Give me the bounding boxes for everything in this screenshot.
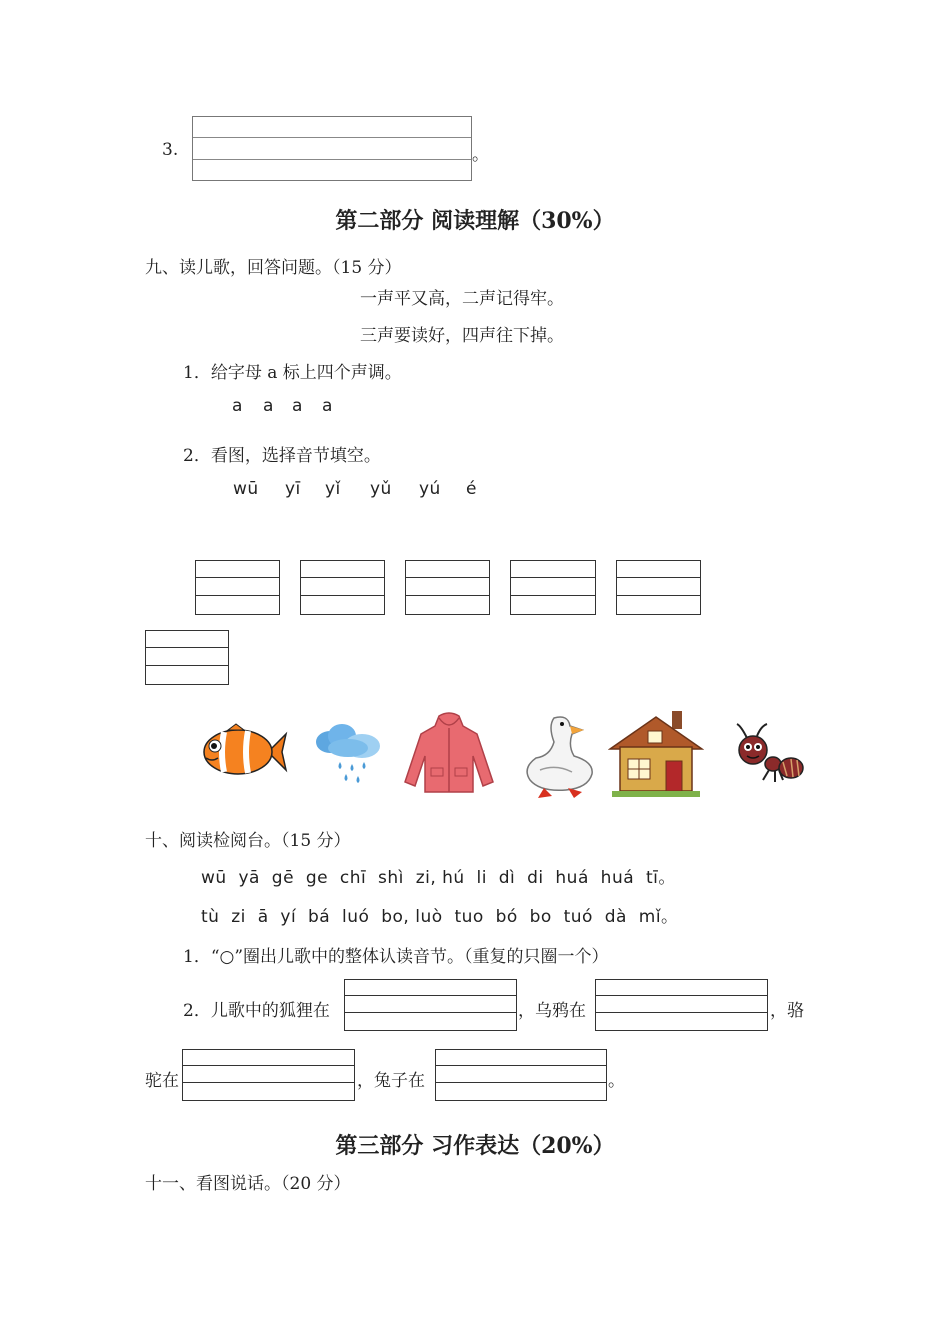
ant-picture <box>733 722 805 784</box>
tone-letter[interactable]: a <box>322 396 333 416</box>
q10-pinyin-line1[interactable]: wū yā gē ge chī shì zi, hú li dì di huá huá tī。 <box>201 868 676 888</box>
tone-letter[interactable]: a <box>292 396 303 416</box>
syllable-option: é <box>466 479 477 499</box>
part2-heading: 第二部分 阅读理解（30%） <box>335 208 615 234</box>
q10-sub2-text-c: ，骆 <box>770 1001 804 1021</box>
pinyin-grid[interactable] <box>616 560 701 615</box>
q9-sub2: 2．看图，选择音节填空。 <box>183 446 381 466</box>
q10-sub2-text-b: ，乌鸦在 <box>518 1001 586 1021</box>
q10-sub2-text-f: 。 <box>608 1071 625 1091</box>
q10-title: 十、阅读检阅台。（15 分） <box>145 831 351 851</box>
q11-title: 十一、看图说话。（20 分） <box>145 1174 351 1194</box>
q10-sub2-text-d: 驼在 <box>145 1071 179 1091</box>
q9-title: 九、读儿歌，回答问题。（15 分） <box>145 258 402 278</box>
pinyin-grid[interactable] <box>300 560 385 615</box>
syllable-option: yī <box>285 479 301 499</box>
answer-grid-fox[interactable] <box>344 979 517 1031</box>
tone-letter[interactable]: a <box>263 396 274 416</box>
pinyin-grid[interactable] <box>405 560 490 615</box>
pinyin-grid[interactable] <box>510 560 596 615</box>
answer-grid-camel[interactable] <box>182 1049 355 1101</box>
house-picture <box>608 707 704 799</box>
q9-poem-line1: 一声平又高，二声记得牢。 <box>360 289 564 309</box>
syllable-option: yǐ <box>325 479 341 499</box>
q10-pinyin-line2[interactable]: tù zi ā yí bá luó bo, luò tuo bó bo tuó dà mǐ。 <box>201 907 679 927</box>
syllable-option: wū <box>233 479 259 499</box>
answer-grid-crow[interactable] <box>595 979 768 1031</box>
q10-sub1: 1．“○”圈出儿歌中的整体认读音节。（重复的只圈一个） <box>183 947 609 967</box>
goose-picture <box>516 712 598 798</box>
item3-writing-grid[interactable] <box>192 116 472 181</box>
part3-heading: 第三部分 习作表达（20%） <box>335 1133 615 1159</box>
q10-sub2-text-e: ，兔子在 <box>357 1071 425 1091</box>
fish-picture <box>198 722 288 782</box>
rain-cloud-picture <box>312 722 384 788</box>
tone-letter[interactable]: a <box>232 396 243 416</box>
pinyin-grid[interactable] <box>145 630 229 685</box>
q10-sub2-text-a: 2．儿歌中的狐狸在 <box>183 1001 330 1021</box>
answer-grid-rabbit[interactable] <box>435 1049 607 1101</box>
item3-period: 。 <box>472 145 489 165</box>
syllable-option: yú <box>419 479 441 499</box>
pinyin-grid[interactable] <box>195 560 280 615</box>
q9-poem-line2: 三声要读好，四声往下掉。 <box>360 326 564 346</box>
syllable-option: yǔ <box>370 479 392 499</box>
raincoat-picture <box>403 712 495 794</box>
q9-sub1: 1．给字母 a 标上四个声调。 <box>183 363 402 383</box>
item3-number: 3. <box>162 140 179 160</box>
